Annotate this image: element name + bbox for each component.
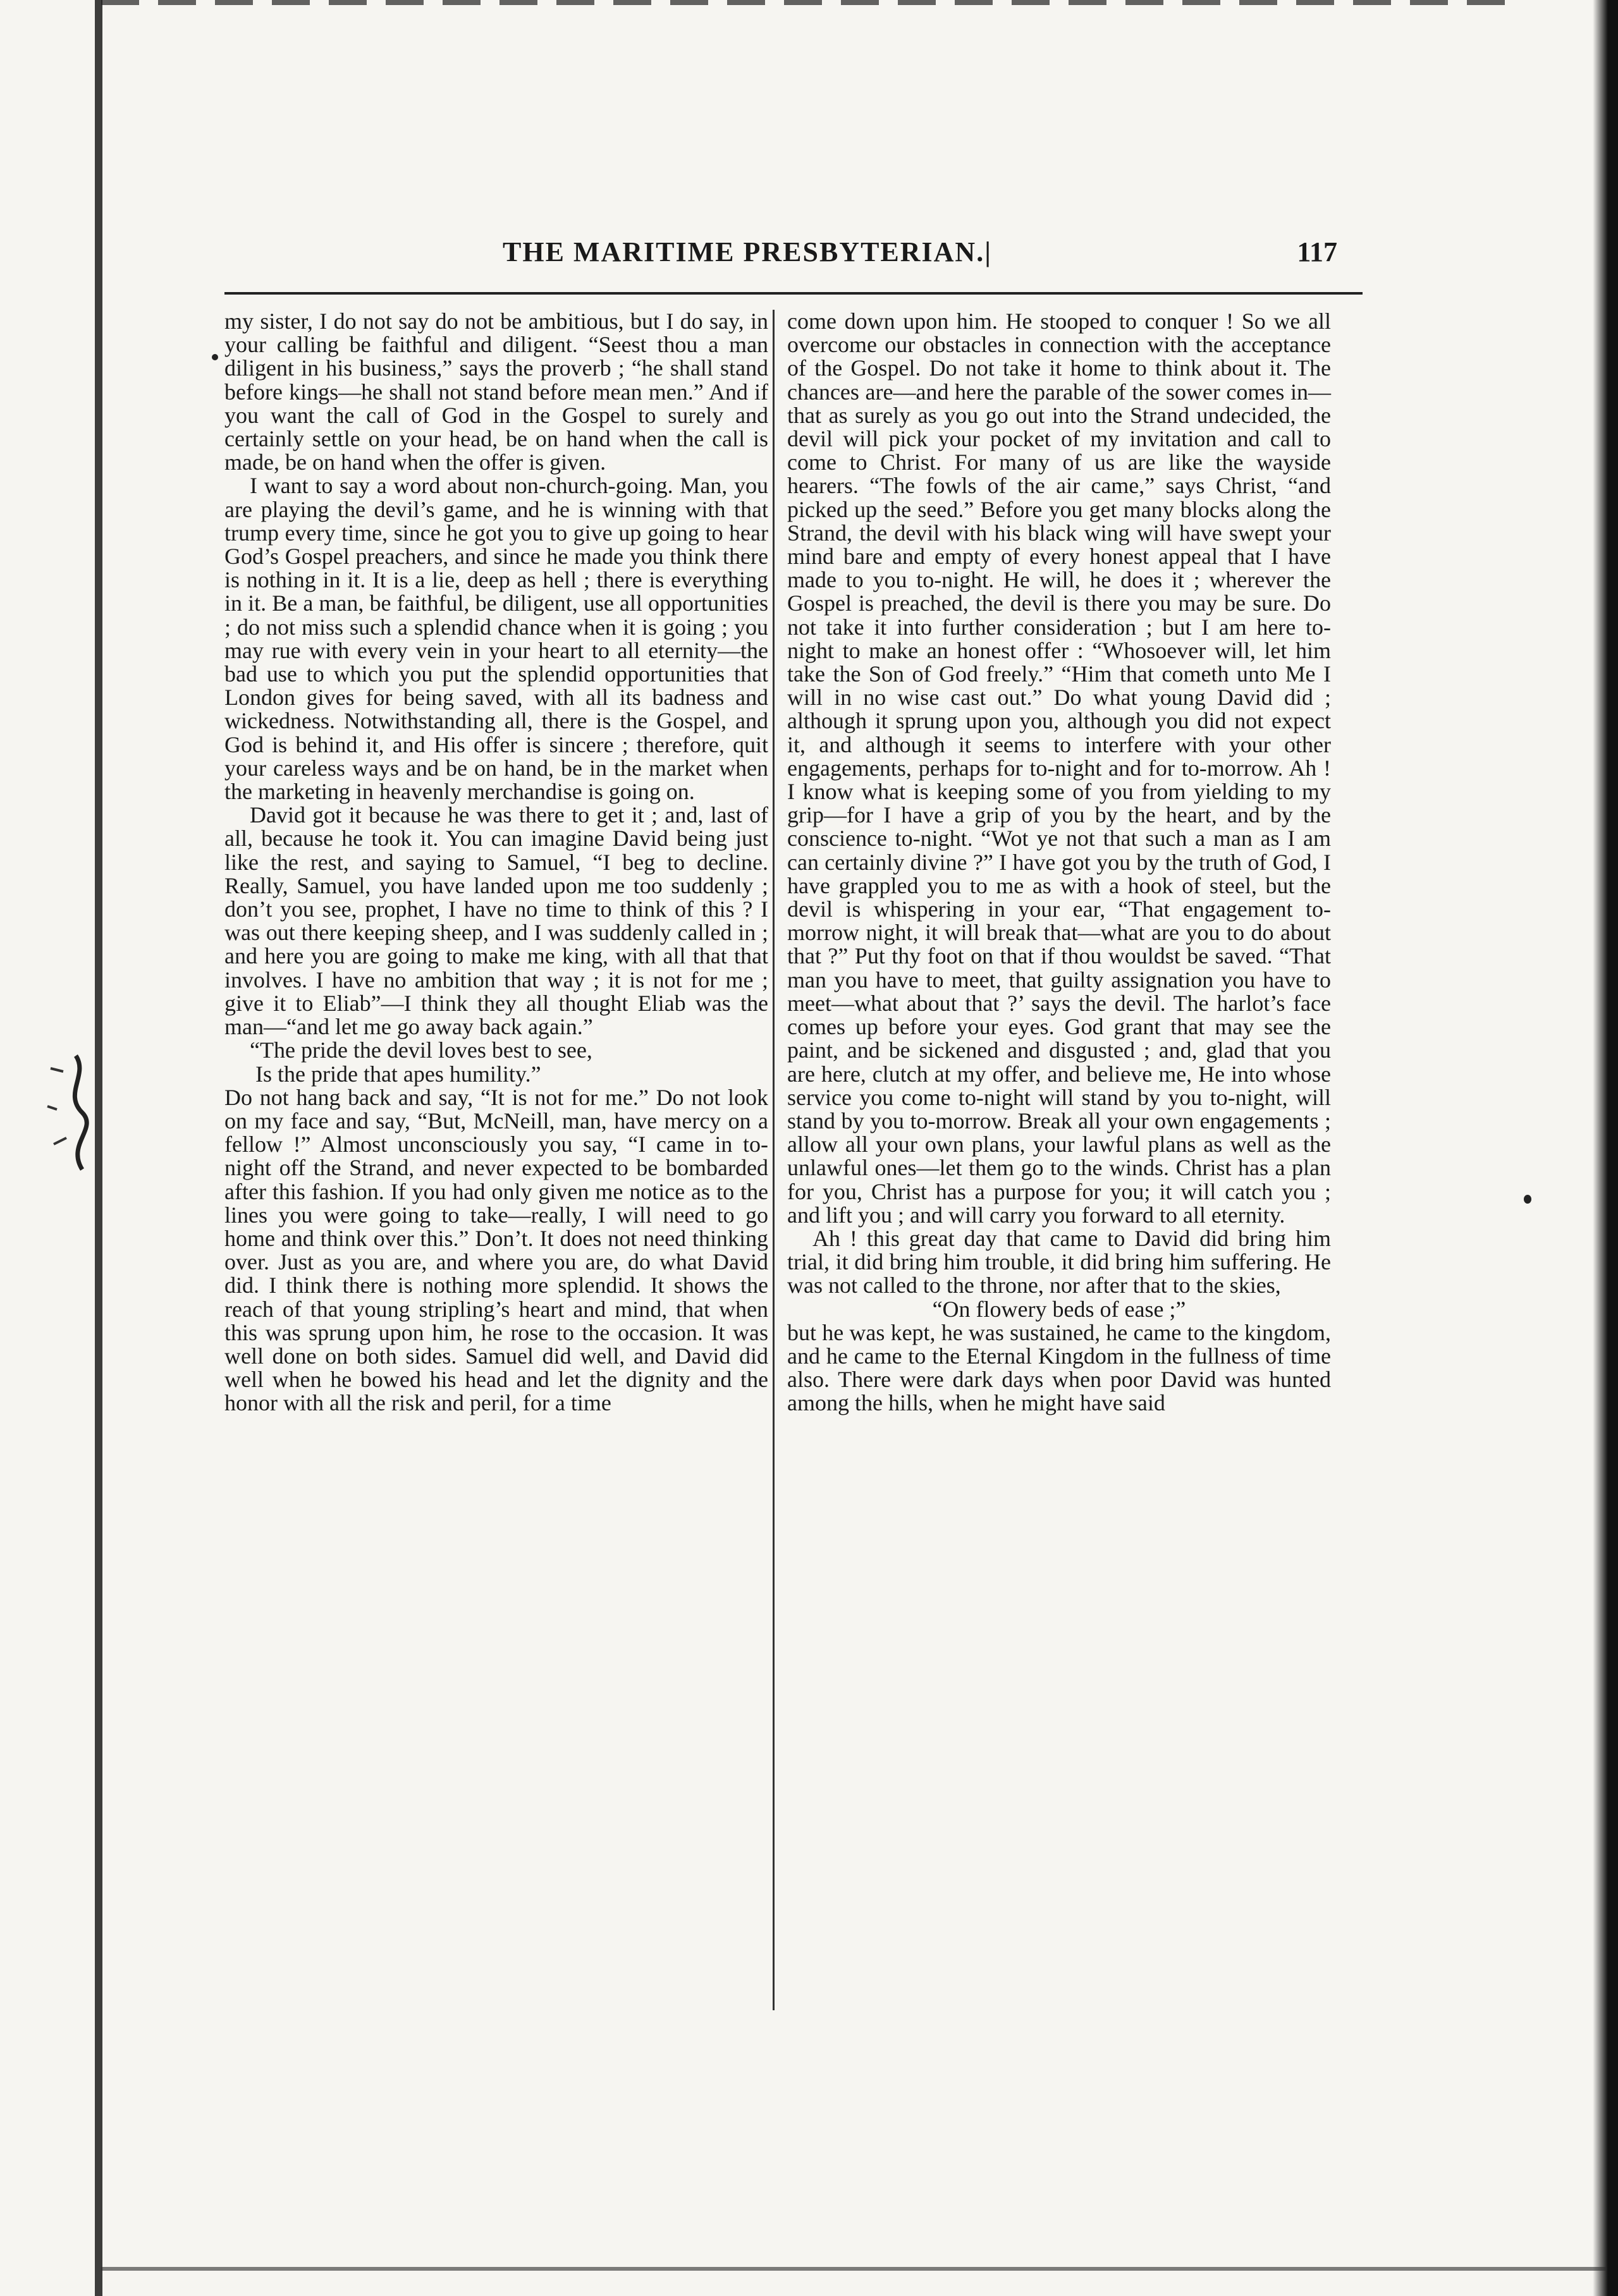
right-column-verse: “On flowery beds of ease ;”: [932, 1296, 1186, 1322]
left-column-paragraph: my sister, I do not say do not be ambitious, but I do say, in your calling be faithful and diligent. “Seest thou a man diligent in his business,” says the proverb ; “he shall stand before kings—he shall not stand before mean men.” And if you want the call of God in the Gospel to surely and certainly settle on your head, be on hand when the call is made, be on hand when the offer is given.: [224, 308, 768, 475]
page-header: [224, 231, 1363, 275]
left-column-paragraph: David got it because he was there to get it ; and, last of all, because he took it. You can imagine David being just like the rest, and saying to Samuel, “I beg to decline. Really, Samuel, you have landed upon me too suddenly ; don’t you see, prophet, I have no time to think of this ? I was out there keeping sheep, and I was suddenly called in ; and here you are going to make me king, with all that that involves. I have no ambition that way ; it is not for me ; give it to Eliab”—I think they all thought Eliab was the man—“and let me go away back again.”: [224, 802, 768, 1040]
left-column: [224, 310, 768, 1415]
left-column-paragraph: I want to say a word about non-church-going. Man, you are playing the devil’s game, and he is winning with that trump every time, since he got you to give up going to hear God’s Gospel preachers, and since he made you think there is nothing in it. It is a lie, deep as hell ; there is everything in it. Be a man, be faithful, be diligent, use all opportunities ; do not miss such a splendid chance when it is going ; you may rue with every vein in your heart to all eternity—the bad use to which you put the splendid opportunities that London gives for being saved, with all its badness and wickedness. Notwithstanding all, there is the Gospel, and God is behind it, and His offer is sincere ; therefore, quit your careless ways and be on hand, be in the market when the marketing in heavenly merchandise is going on.: [224, 473, 768, 805]
right-column-paragraph: but he was kept, he was sustained, he came to the kingdom, and he came to the Eternal Kingdom in the fullness of time also. There were dark days when poor David was hunted among the hills, when he might have said: [787, 1319, 1331, 1416]
right-column-paragraph: come down upon him. He stooped to conquer ! So we all overcome our obstacles in connection with the acceptance of the Gospel. Do not take it home to think about it. The chances are—and here the parable of the sower comes in—that as surely as you go out into the Strand undecided, the devil will pick your pocket of my invitation and call to come to Christ. For many of us are like the wayside hearers. “The fowls of the air came,” says Christ, “and picked up the seed.” Before you get many blocks along the Strand, the devil with his black wing will have swept your mind bare and empty of every honest appeal that I have made to you to-night. He will, he does it ; wherever the Gospel is preached, the devil is there you may be sure. Do not take it into further consideration ; but I am here to-night to make an honest offer : “Whosoever will, let him take the Son of God freely.” “Him that cometh unto Me I will in no wise cast out.” Do what young David did ; although it sprung upon you, although you did not expect it, and although it seems to interfere with your other engagements, perhaps for to-night and for to-morrow. Ah ! I know what is keeping some of you from yielding to my grip—for I have a grip of you by the heart, and by the conscience to-night. “Wot ye not that such a man as I am can certainly divine ?” I have got you by the truth of God, I have grappled you to me as with a hook of steel, but the devil is whispering in your ear, “That engagement to-morrow night, it will break that—what are you to do about that ?” Put thy foot on that if thou wouldst be saved. “That man you have to meet, that guilty assignation you have to meet—what about that ?’ says the devil. The harlot’s face comes up before your eyes. God grant that may see the paint, and be sickened and disgusted ; and, glad that you are here, clutch at my offer, and believe me, He into whose service you come to-night will stand by you to-night, will stand by you to-morrow. Break all your own engagements ; allow all your own plans, your lawful plans as well as the unlawful ones—let them go to the winds. Christ has a plan for you, Christ has a purpose for you; it will catch you ; and lift you ; and will carry you forward to all eternity.: [787, 308, 1331, 1228]
left-column-paragraph: Do not hang back and say, “It is not for me.” Do not look on my face and say, “But, McNeill, man, have mercy on a fellow !” Almost unconsciously you say, “I came in to-night off the Strand, and never expected to be bombarded after this fashion. If you had only given me notice as to the lines you were going to take—really, I will need to go home and think over this.” Don’t. It does not need thinking over. Just as you are, and where you are, do what David did. I think there is nothing more splendid. It shows the reach of that young stripling’s heart and mind, that when this was sprung upon him, he rose to the occasion. It was well done on both sides. Samuel did well, and David did well when he bowed his head and let the dignity and the honor with all the risk and peril, for a time: [224, 1084, 768, 1416]
page-number: 117: [1297, 236, 1337, 267]
scan-edge-bottom: [101, 2267, 1606, 2271]
stray-dot-right: [1524, 1195, 1531, 1204]
running-title: THE MARITIME PRESBYTERIAN.|: [503, 236, 992, 267]
right-column-paragraph: Ah ! this great day that came to David did bring him trial, it did bring him trouble, it did bring him suffering. He was not called to the throne, nor after that to the skies,: [787, 1225, 1331, 1298]
scan-edge-right: [1593, 0, 1618, 2296]
scan-edge-top: [101, 0, 1517, 5]
stray-dot-left: [212, 354, 218, 360]
column-divider: [773, 310, 775, 2010]
header-rule: [224, 292, 1363, 295]
right-column: [787, 310, 1331, 1415]
left-column-verse: “The pride the devil loves best to see, Is the pride that apes humility.”: [250, 1037, 592, 1087]
margin-ink-mark: [38, 1049, 120, 1176]
